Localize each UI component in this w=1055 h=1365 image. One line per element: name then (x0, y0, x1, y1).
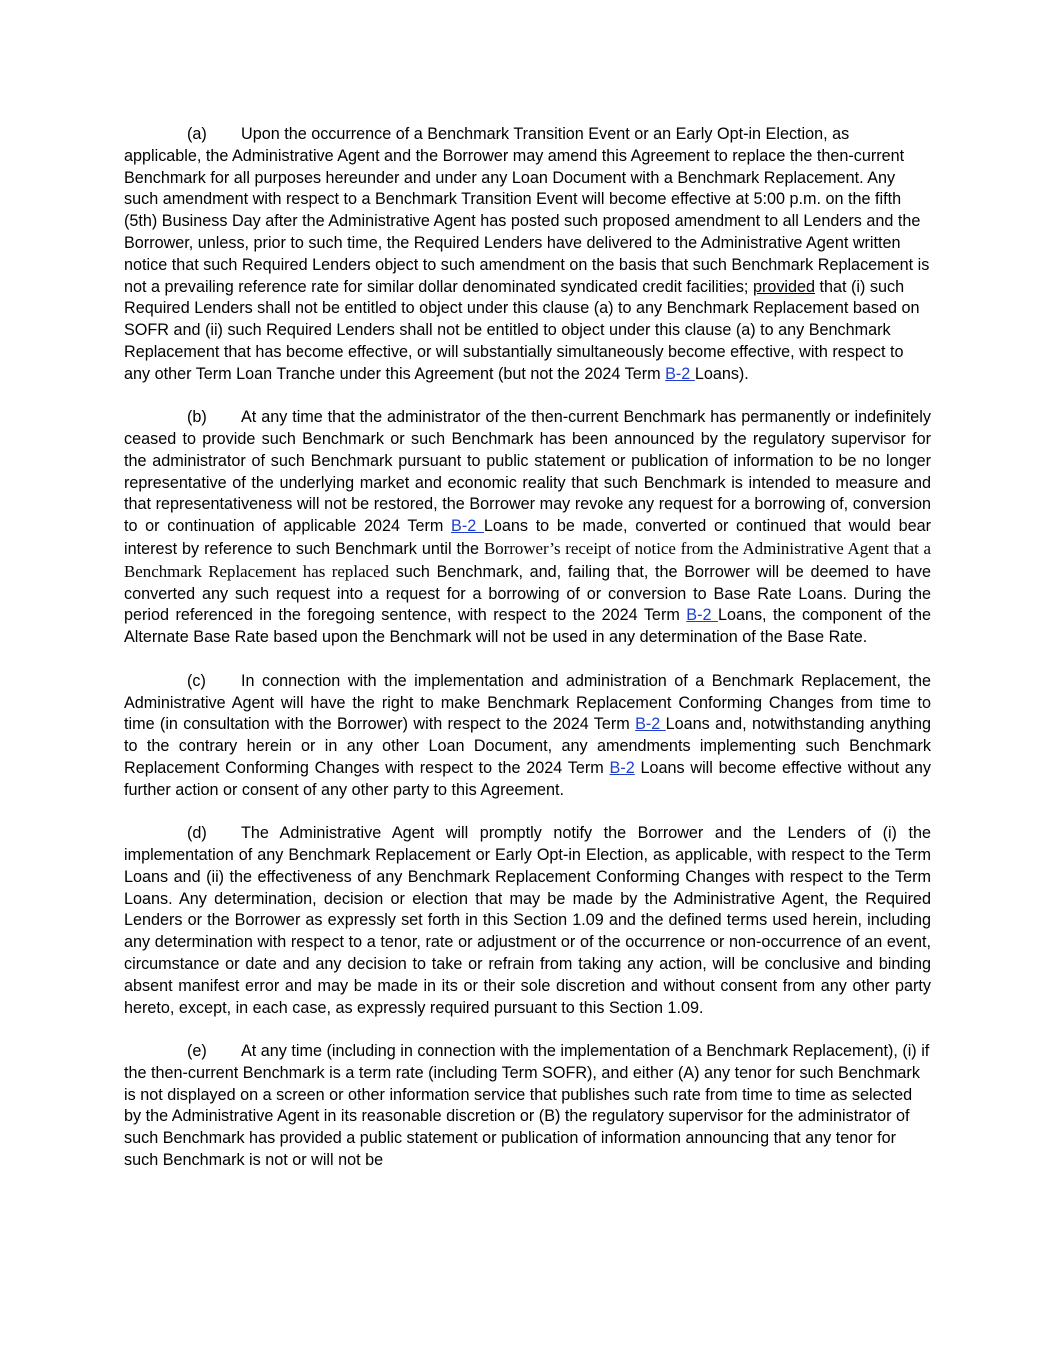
document-page (124, 124, 931, 1194)
paragraph-label: (c) (187, 671, 206, 690)
paragraph-text: that (i) such Required Lenders shall not be entitled to object under this clause (a) to any Benchmark Replacement based on SOFR and (ii) such Required Lenders shall not be entitled to object under this clause (a) to any Benchmark Replacement that has become effective, or will substantially simultaneously become effective, with respect to any other Term Loan Tranche under this Agreement (but not the 2024 Term (124, 277, 920, 383)
paragraph-b (124, 407, 931, 649)
paragraph-label: (b) (187, 408, 207, 427)
b-2-link[interactable]: B-2 (635, 715, 666, 734)
paragraph-text: Upon the occurrence of a Benchmark Transition Event or an Early Opt-in Election, as applicable, the Administrative Agent and the Borrower may amend this Agreement to replace the then-current Benchmark for all purposes hereunder and under any Loan Document with a Benchmark Replacement. Any such amendment with respect to a Benchmark Transition Event will become effective at 5:00 p.m. on the fifth (5th) Business Day after the Administrative Agent has posted such proposed amendment to all Lenders and the Borrower, unless, prior to such time, the Required Lenders have delivered to the Administrative Agent written notice that such Required Lenders object to such amendment on the basis that such Benchmark Replacement is not a prevailing reference rate for similar dollar denominated syndicated credit facilities; (124, 125, 930, 296)
paragraph-text: Loans to be made, converted or continued that would bear interest by reference to such Benchmark until the (124, 517, 931, 559)
paragraph-text: At any time (including in connection with the implementation of a Benchmark Replacement), (i) if the then-current Benchmark is a term rate (including Term SOFR), and either (A) any tenor for such Benchmark is not displayed on a screen or other information service that publishes such rate from time to time as selected by the Administrative Agent in its reasonable discretion or (B) the regulatory supervisor for the administrator of such Benchmark has provided a public statement or publication of information announcing that any tenor for such Benchmark is not or will not be (124, 1042, 930, 1170)
paragraph-label: (d) (187, 824, 207, 843)
b-2-link[interactable]: B-2 (686, 606, 718, 625)
paragraph-text: such Benchmark, and, failing that, the Borrower will be deemed to have converted any such request into a request for a borrowing of or conversion to Base Rate Loans. During the period referenced in the foregoing sentence, with respect to the 2024 Term (124, 562, 931, 625)
paragraph-text: Loans will become effective without any further action or consent of any other party to this Agreement. (124, 758, 931, 799)
paragraph-label: (e) (187, 1042, 207, 1061)
paragraph-text: Loans). (694, 364, 749, 383)
paragraph-text: Loans, the component of the Alternate Base Rate based upon the Benchmark will not be used in any determination of the Base Rate. (124, 606, 931, 647)
paragraph-label: (a) (187, 125, 207, 143)
b-2-link[interactable]: B-2 (609, 758, 635, 777)
b-2-link[interactable]: B-2 (665, 364, 695, 383)
paragraph-text-serif: Borrower’s receipt of notice from the Administrative Agent that a Benchmark Replacement has replaced (124, 539, 931, 581)
b-2-link[interactable]: B-2 (451, 517, 484, 536)
paragraph-text: At any time that the administrator of the then-current Benchmark has permanently or indefinitely ceased to provide such Benchmark or such Benchmark has been announced by the regulatory supervisor for the administrator of such Benchmark pursuant to public statement or publication of information to be no longer representative of the underlying market and economic reality that such Benchmark is intended to measure and that representativeness will not be restored, the Borrower may revoke any request for a borrowing of, conversion to or continuation of applicable 2024 Term (124, 408, 931, 536)
paragraph-d (124, 823, 931, 1019)
paragraph-text: The Administrative Agent will promptly notify the Borrower and the Lenders of (i) the implementation of any Benchmark Replacement or Early Opt-in Election, as applicable, with respect to the Term Loans and (ii) the effectiveness of any Benchmark Replacement Conforming Changes with respect to the Term Loans. Any determination, decision or election that may be made by the Administrative Agent, the Required Lenders or the Borrower as expressly set forth in this Section 1.09 and the defined terms used herein, including any determination with respect to a tenor, rate or adjustment or of the occurrence or non-occurrence of an event, circumstance or date and any decision to take or refrain from taking any action, will be conclusive and binding absent manifest error and may be made in its or their sole discretion and without consent from any other party hereto, except, in each case, as expressly required pursuant to this Section 1.09. (124, 824, 931, 1017)
paragraph-a (124, 124, 931, 386)
paragraph-c (124, 671, 931, 802)
paragraph-text: In connection with the implementation and administration of a Benchmark Replacement, the Administrative Agent will have the right to make Benchmark Replacement Conforming Changes from time to time (in consultation with the Borrower) with respect to the 2024 Term (124, 671, 931, 734)
provided-term: provided (752, 277, 816, 296)
paragraph-text: Loans and, notwithstanding anything to the contrary herein or in any other Loan Document, any amendments implementing such Benchmark Replacement Conforming Changes with respect to the 2024 Term (124, 715, 931, 777)
paragraph-e (124, 1041, 931, 1172)
